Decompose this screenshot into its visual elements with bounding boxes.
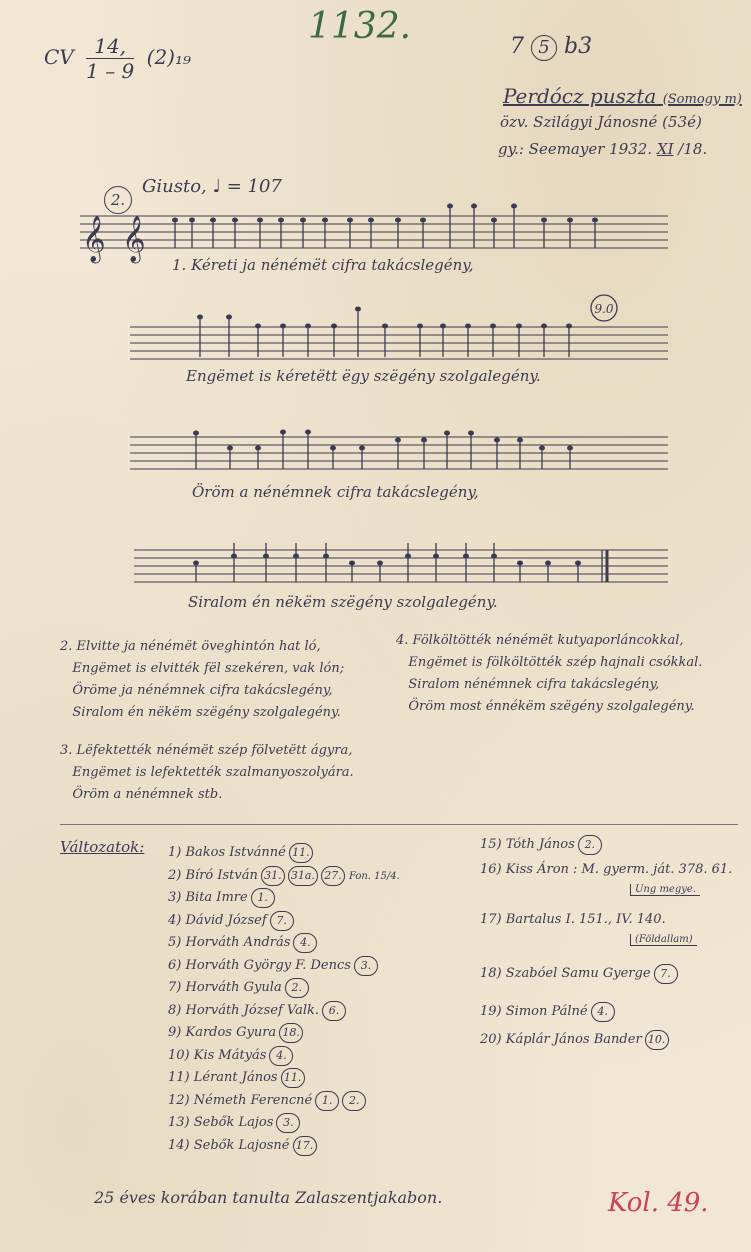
variant-item [168, 888, 275, 908]
variant-number: 19) [480, 1004, 506, 1019]
variant-item [168, 1046, 293, 1066]
variant-ref-circle: 2. [342, 1091, 366, 1111]
variant-name: Tóth János [505, 837, 575, 852]
staff-3-noteheads [193, 430, 573, 451]
variant-number: 10) [168, 1047, 194, 1063]
variant-item [168, 1023, 303, 1043]
variant-item [168, 978, 309, 998]
variant-item [168, 933, 317, 953]
variant-name: Sebők Lajos [193, 1115, 274, 1130]
staff-4 [134, 550, 668, 582]
divider-rule [60, 824, 738, 825]
treble-clef-icon: 𝄞 [122, 216, 146, 262]
variant-ref-circle: 4. [591, 1002, 615, 1022]
catalog-prefix: CV [44, 45, 74, 69]
variant-name: Dávid József [185, 912, 267, 928]
variant-ref-circle: 4. [293, 933, 317, 953]
archive-number: 1132. [308, 6, 412, 47]
variant-name: Bita Imre [185, 890, 248, 905]
collection-mark: Kol. 49. [608, 1188, 709, 1218]
lyric-line-2: Engëmet is kéretëtt ëgy szëgény szolgalegény. [186, 367, 541, 385]
variant-item [168, 1091, 366, 1111]
variant-note: (Földallam) [630, 934, 697, 946]
lyric-line-1: 1. Kéreti ja nénémët cifra takácslegény, [172, 256, 474, 274]
variant-item [168, 1136, 317, 1156]
collector-day: /18. [678, 140, 708, 158]
variant-number: 18) [480, 966, 506, 981]
variant-number: 12) [168, 1092, 194, 1108]
variant-item [480, 1030, 669, 1050]
singer-name: özv. Szilágyi Jánosné (53é) [500, 113, 702, 131]
place-county: (Somogy m) [662, 92, 742, 107]
staff-2 [130, 327, 668, 359]
variant-item [168, 843, 313, 863]
variant-item [168, 1001, 346, 1021]
variant-number: 17) [480, 912, 506, 927]
catalog-numerator: 14, [86, 34, 134, 59]
variant-name: Sebők Lajosné [193, 1137, 290, 1153]
variant-ref-circle: 7. [654, 964, 678, 984]
song-number: 2. [104, 186, 132, 214]
variant-item [168, 956, 378, 976]
variant-ref-circle: 7. [270, 911, 294, 931]
variant-item [480, 862, 732, 877]
variant-ref-circle: 6. [322, 1001, 346, 1021]
variant-extra: Fon. 15/4. [348, 870, 400, 882]
variant-number: 15) [480, 837, 506, 852]
variant-number: 1) [168, 845, 186, 860]
variant-name: Káplár János Bander [505, 1032, 642, 1047]
staff-2-notes [200, 309, 569, 357]
variant-name: Bakos Istvánné [185, 845, 286, 860]
variant-item [168, 1068, 305, 1088]
variant-ref-circle: 11. [281, 1068, 305, 1088]
variant-ref-circle: 17. [293, 1136, 317, 1156]
variant-number: 2) [168, 867, 186, 883]
verse-2: 2. Elvitte ja nénémët öveghintón hat ló, Engëmet is elvitték fël szekéren, vak lón; Öröme ja nénémnek cifra takácslegény, Siralom én nëkëm szëgény szolgalegény. [60, 639, 345, 720]
code-circled: 5 [531, 35, 557, 61]
variant-name: Simon Pálné [505, 1004, 588, 1019]
variant-number: 11) [168, 1070, 194, 1085]
variant-name: Kardos Gyura [185, 1025, 277, 1040]
variant-item [480, 1002, 615, 1022]
variant-number: 14) [168, 1137, 194, 1153]
code-right: b3 [564, 34, 593, 59]
staff-1 [80, 216, 668, 248]
variant-ref-circle: 1. [315, 1091, 339, 1111]
variant-name: Németh Ferencné [193, 1092, 313, 1108]
variants-label: Változatok: [60, 838, 145, 856]
verse-4: 4. Fölköltötték nénémët kutyaporláncokkal, Engëmet is fölköltötték szép hajnali csókkal. Siralom nénémnek cifra takácslegény, Öröm most énnékëm szëgény szolgalegény. [396, 633, 703, 714]
variant-number: 6) [168, 957, 186, 973]
place-text: Perdócz puszta [503, 84, 657, 108]
variant-item [480, 912, 666, 927]
variant-number: 4) [168, 912, 186, 928]
collector-month: XI [656, 140, 674, 158]
variant-number: 9) [168, 1025, 186, 1040]
variant-ref-circle: 2. [578, 835, 602, 855]
variant-name: Bíró István [185, 867, 258, 883]
variant-ref-circle: 31. [261, 866, 285, 886]
collector-prefix: gy.: Seemayer 1932. [498, 140, 653, 158]
variant-ref-circle: 1. [251, 888, 275, 908]
variant-name: Bartalus I. 151., IV. 140. [505, 912, 666, 927]
variant-number: 5) [168, 935, 186, 950]
variant-ref-circle: 31a. [288, 866, 318, 886]
treble-clef-icon: 𝄞 [82, 216, 106, 262]
variant-name: Horváth Gyula [185, 980, 282, 995]
variant-note: Ung megye. [630, 884, 700, 896]
variant-name: Lérant János [193, 1070, 278, 1085]
variant-name: Horváth György F. Dencs [185, 957, 351, 973]
variant-ref-circle: 3. [276, 1113, 300, 1133]
verse-3: 3. Lëfektették nénémët szép fölvetëtt ágyra, Engëmet is lefektették szalmanyoszolyára. Öröm a nénémnek stb. [60, 743, 354, 802]
variant-ref-circle: 4. [269, 1046, 293, 1066]
variant-ref-circle: 18. [279, 1023, 303, 1043]
variant-number: 3) [168, 890, 186, 905]
staff-1-noteheads [172, 204, 598, 223]
variant-item [168, 911, 294, 931]
variant-number: 13) [168, 1115, 194, 1130]
staff-2-noteheads [197, 307, 572, 329]
variant-name: Kiss Áron : M. gyerm. ját. 378. 61. [505, 862, 733, 877]
footer-note: 25 éves korában tanulta Zalaszentjakabon. [94, 1188, 443, 1207]
variant-item [480, 835, 602, 855]
catalog-suffix: (2)₁₉ [146, 45, 192, 69]
measure-mark: 9.0 [594, 302, 614, 316]
variant-name: Horváth József Valk. [185, 1002, 319, 1018]
variant-number: 7) [168, 980, 186, 995]
variant-ref-circle: 27. [321, 866, 345, 886]
variant-ref-circle: 11. [289, 843, 313, 863]
tempo-marking: Giusto, ♩ = 107 [142, 176, 282, 197]
variant-item [168, 1113, 300, 1133]
variant-item [480, 964, 678, 984]
staff-4-noteheads [193, 554, 581, 566]
variant-ref-circle: 10. [645, 1030, 669, 1050]
catalog-denominator: 1 – 9 [86, 59, 135, 83]
lyric-line-4: Siralom én nëkëm szëgény szolgalegény. [188, 593, 498, 611]
variant-number: 16) [480, 862, 506, 877]
variant-item [168, 866, 400, 886]
staff-1-notes [175, 206, 595, 248]
lyric-line-3: Öröm a nénémnek cifra takácslegény, [192, 483, 479, 501]
variant-ref-circle: 3. [354, 956, 378, 976]
variant-name: Kis Mátyás [193, 1047, 267, 1063]
code-left: 7 [510, 34, 524, 59]
staff-3-notes [196, 432, 570, 469]
variant-name: Horváth András [185, 935, 291, 950]
variant-number: 8) [168, 1002, 186, 1018]
variant-name: Szabóel Samu Gyerge [505, 966, 651, 981]
variant-number: 20) [480, 1032, 506, 1047]
variant-ref-circle: 2. [285, 978, 309, 998]
